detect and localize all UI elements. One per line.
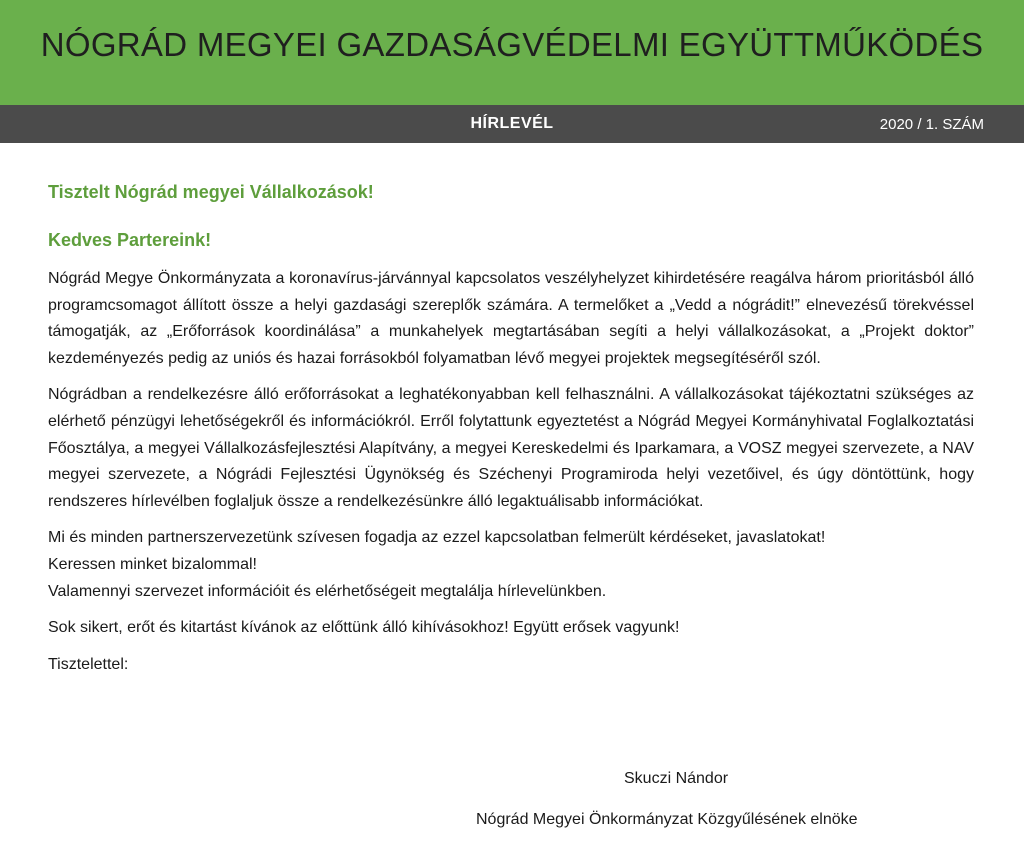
signature-title: Nógrád Megyei Önkormányzat Közgyűlésének elnöke (476, 811, 858, 828)
paragraph-3-line-1: Mi és minden partnerszervezetünk szívesen fogadja az ezzel kapcsolatban felmerült kérdéseket, javaslatokat! (48, 529, 826, 547)
paragraph-3 (48, 525, 974, 605)
letter-body (48, 178, 974, 688)
greeting-line-2: Kedves Partereink! (48, 230, 212, 250)
paragraph-3-line-2: Keressen minket bizalommal! (48, 555, 257, 573)
paragraph-3-line-3: Valamennyi szervezet információit és elérhetőségeit megtalálja hírlevelünkben. (48, 582, 607, 600)
signature-name: Skuczi Nándor (624, 770, 729, 787)
newsletter-label: HÍRLEVÉL (470, 115, 554, 132)
newsletter-title: NÓGRÁD MEGYEI GAZDASÁGVÉDELMI EGYÜTTMŰKÖDÉS (40, 26, 984, 63)
newsletter-subheader (0, 105, 1024, 143)
paragraph-2: Nógrádban a rendelkezésre álló erőforrásokat a leghatékonyabban kell felhasználni. A vállalkozásokat tájékoztatni szükséges az elérhető pénzügyi lehetőségekről és információkról. Erről folytattunk egyeztetést a Nógrád Megyei Kormányhivatal Foglalkoztatási Főosztálya, a megyei Vállalkozásfejlesztési Alapítvány, a megyei Kereskedelmi és Iparkamara, a VOSZ megyei szervezete, a NAV megyei szervezete, a Nógrádi Fejlesztési Ügynökség és Széchenyi Programiroda helyi vezetőivel, és úgy döntöttünk, hogy rendszeres hírlevélben foglaljuk össze a rendelkezésünkre álló legaktuálisabb információkat. (48, 386, 974, 510)
issue-number: 2020 / 1. SZÁM (879, 116, 984, 133)
greeting-line-1: Tisztelt Nógrád megyei Vállalkozások! (48, 182, 374, 202)
newsletter-header (0, 0, 1024, 105)
paragraph-1: Nógrád Megye Önkormányzata a koronavírus-járvánnyal kapcsolatos veszélyhelyzet kihirdetésére reagálva három prioritásból álló programcsomagot állított össze a helyi gazdasági szereplők számára. A termelőket a „Vedd a nógrádit!” elnevezésű törekvéssel támogatják, az „Erőforrások koordinálása” a munkahelyek megtartásában segíti a helyi vállalkozásokat, a „Projekt doktor” kezdeményezés pedig az uniós és hazai forrásokból folyamatban lévő megyei projektek megsegítéséről szól. (48, 270, 974, 367)
closing-salutation: Tisztelettel: (48, 655, 129, 673)
paragraph-4: Sok sikert, erőt és kitartást kívánok az előttünk álló kihívásokhoz! Együtt erősek vagyunk! (48, 619, 680, 637)
